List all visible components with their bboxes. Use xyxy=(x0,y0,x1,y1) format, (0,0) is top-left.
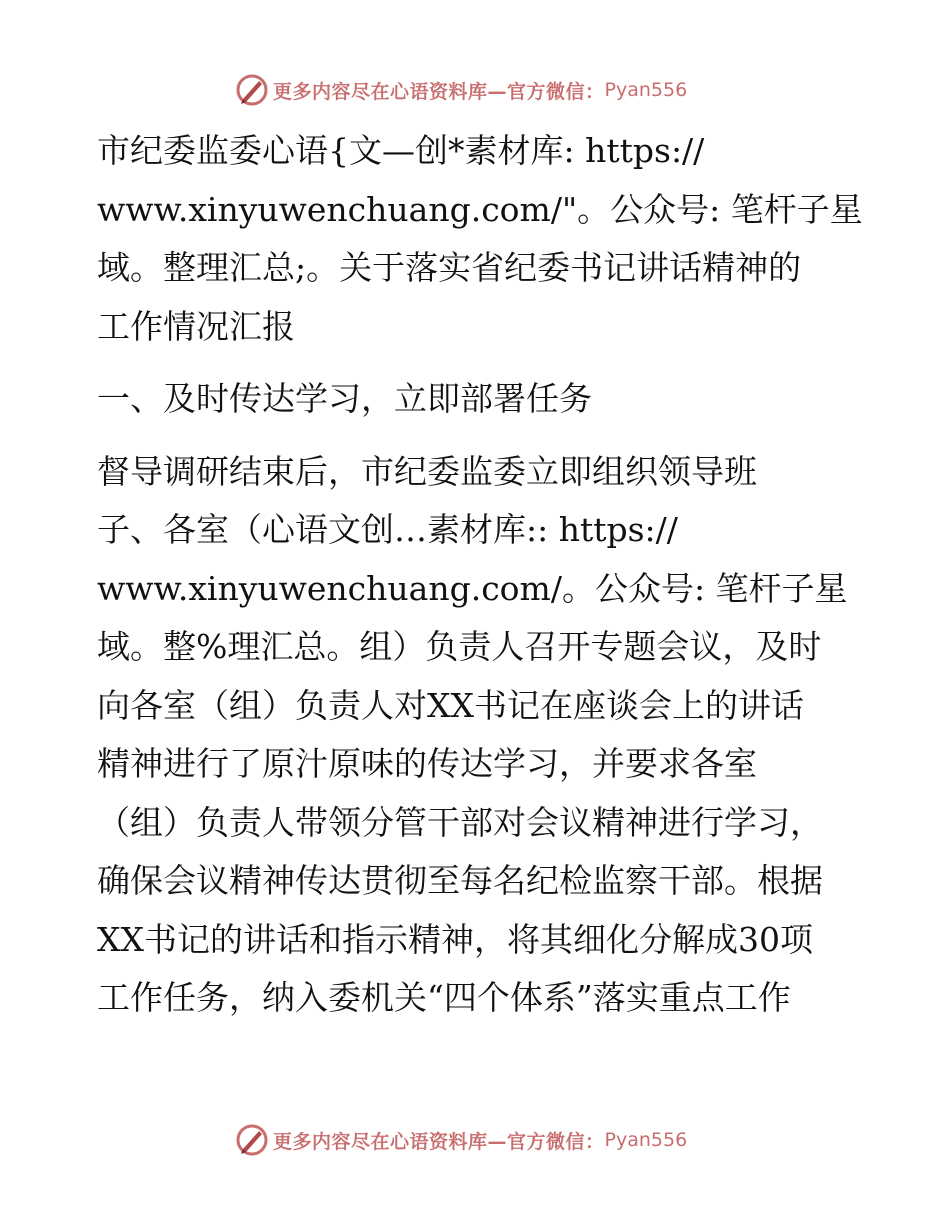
header-banner-id: Pyan556 xyxy=(604,79,688,101)
paragraph-line: www.xinyuwenchuang.com/。公众号: 笔杆子星 xyxy=(97,568,848,608)
paragraph-line: 确保会议精神传达贯彻至每名纪检监察干部。根据 xyxy=(97,861,823,900)
header-banner xyxy=(235,70,735,110)
paragraph-line: XX书记的讲话和指示精神，将其细化分解成30项 xyxy=(97,919,813,959)
paragraph-line: 域。整%理汇总。组）负责人召开专题会议，及时 xyxy=(97,627,822,666)
footer-banner-id: Pyan556 xyxy=(604,1129,688,1151)
paragraph-line: （组）负责人带领分管干部对会议精神进行学习， xyxy=(97,802,823,842)
paragraph-line: 督导调研结束后，市纪委监委立即组织领导班 xyxy=(97,451,757,491)
document-title xyxy=(97,122,863,356)
header-banner-text: 更多内容尽在心语资料库—官方微信： xyxy=(273,80,605,103)
footer-banner xyxy=(235,1120,735,1160)
paragraph-line: 精神进行了原汁原味的传达学习，并要求各室 xyxy=(97,744,757,783)
pen-logo-icon xyxy=(235,1123,269,1157)
paragraph-line: 子、各室（心语文创…素材库:: https:// xyxy=(97,510,678,549)
document-body xyxy=(97,122,863,1028)
title-line: 域。整理汇总;。关于落实省纪委书记讲话精神的 xyxy=(97,248,802,287)
title-line: www.xinyuwenchuang.com/"。公众号: 笔杆子星 xyxy=(97,189,863,229)
body-paragraph xyxy=(97,443,857,1028)
paragraph-line: 工作任务，纳入委机关“四个体系”落实重点工作 xyxy=(97,978,791,1017)
pen-logo-icon xyxy=(235,73,269,107)
title-line: 市纪委监委心语{文—创*素材库: https:// xyxy=(97,131,705,170)
section-heading-text: 一、及时传达学习，立即部署任务 xyxy=(97,379,592,418)
section-heading xyxy=(97,370,857,429)
footer-banner-text: 更多内容尽在心语资料库—官方微信： xyxy=(273,1130,605,1153)
title-line: 工作情况汇报 xyxy=(97,306,295,346)
paragraph-line: 向各室（组）负责人对XX书记在座谈会上的讲话 xyxy=(97,685,804,725)
